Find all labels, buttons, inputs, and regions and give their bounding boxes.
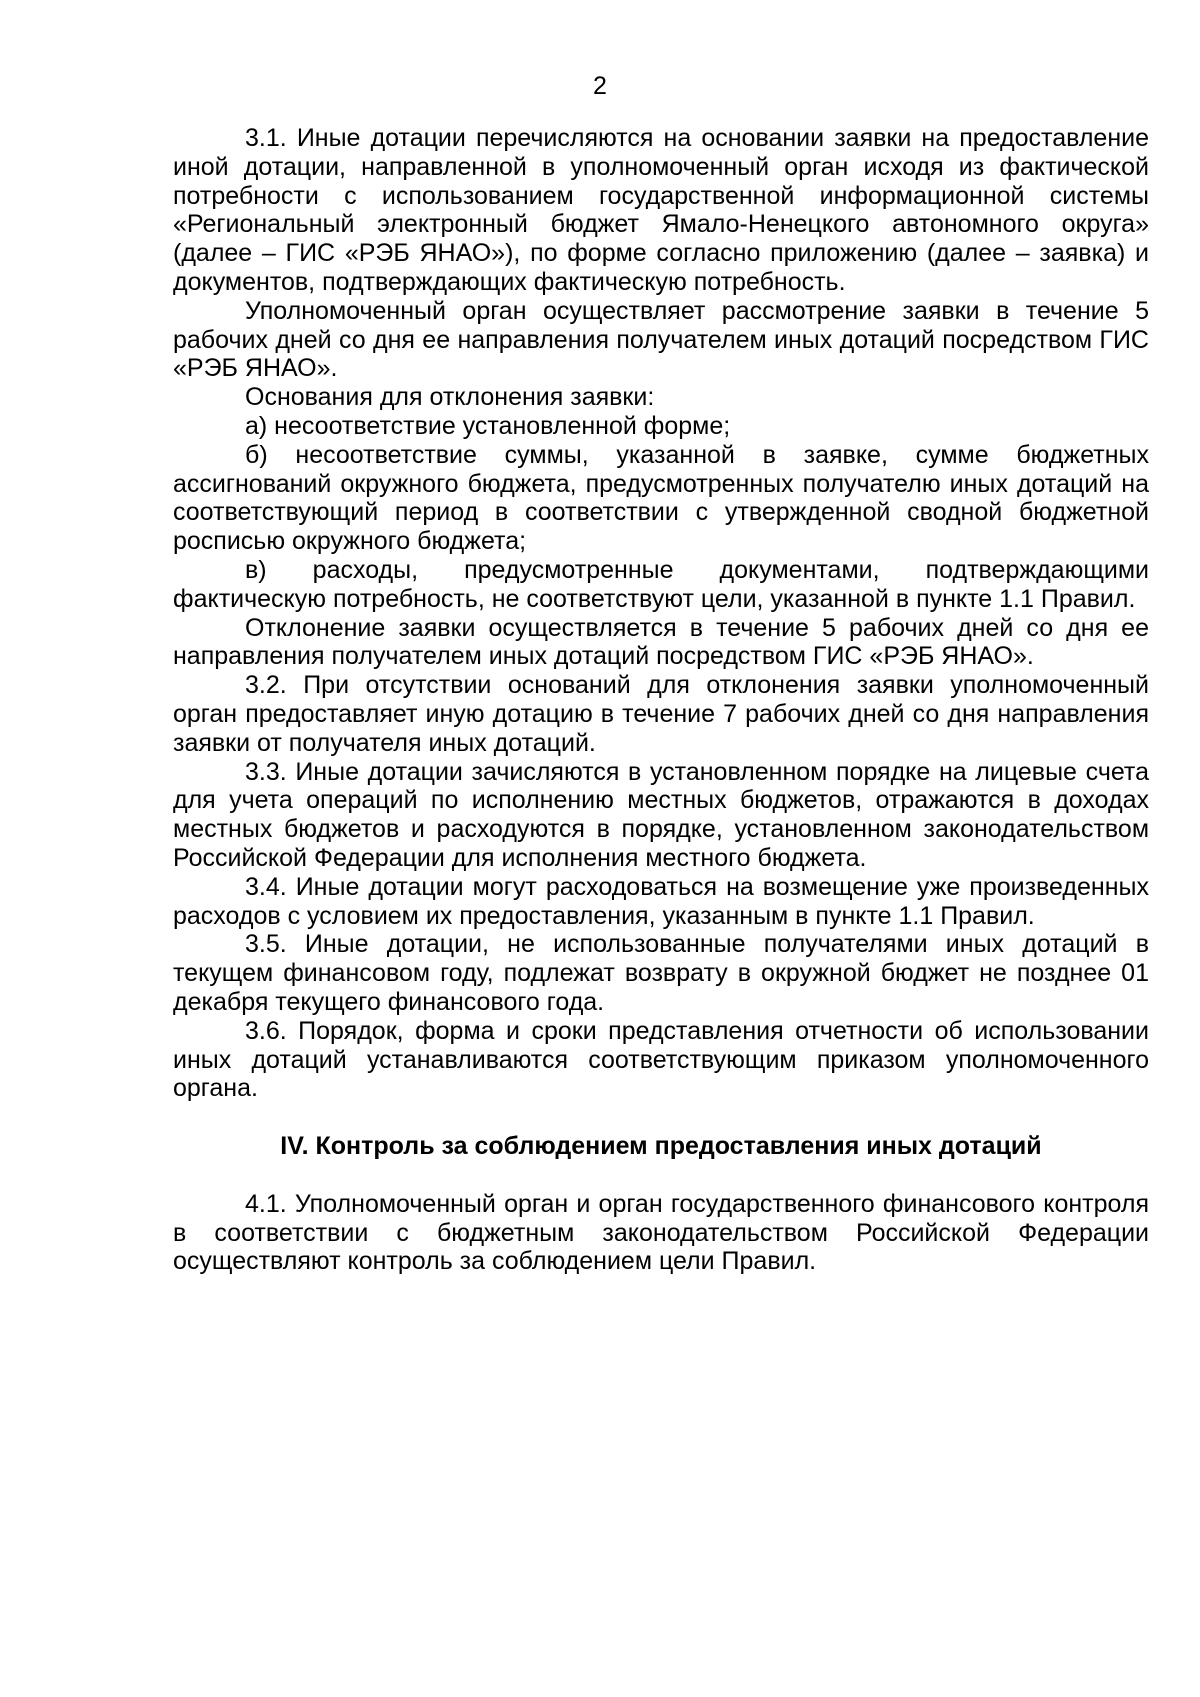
list-item-a: а) несоответствие установленной форме; — [245, 411, 731, 440]
paragraph-3-4: 3.4. Иные дотации могут расходоваться на возмещение уже произведенных расходов с условием их предоставления, указанным в пункте 1.1 Правил. — [173, 872, 1149, 930]
paragraph-rejection-term: Отклонение заявки осуществляется в течение 5 рабочих дней со дня ее направления получателем иных дотаций посредством ГИС «РЭБ ЯНАО». — [173, 613, 1149, 671]
paragraph-3-3: 3.3. Иные дотации зачисляются в установленном порядке на лицевые счета для учета операций по исполнению местных бюджетов, отражаются в доходах местных бюджетов и расходуются в порядке, установленном законодательством Российской Федерации для исполнения местного бюджета. — [173, 757, 1149, 872]
page-number: 2 — [593, 72, 607, 100]
list-item-b: б) несоответствие суммы, указанной в заявке, сумме бюджетных ассигнований окружного бюджета, предусмотренных получателю иных дотаций на соответствующий период в соответствии с утвержденной сводной бюджетной росписью окружного бюджета; — [173, 440, 1149, 556]
paragraph-rejection-grounds: Основания для отклонения заявки: — [245, 383, 655, 412]
paragraph-4-1: 4.1. Уполномоченный орган и орган государственного финансового контроля в соответствии с бюджетным законодательством Российской Федерации осуществляют контроль за соблюдением цели Правил. — [173, 1189, 1149, 1276]
paragraph-review-term: Уполномоченный орган осуществляет рассмотрение заявки в течение 5 рабочих дней со дня ее направления получателем иных дотаций посредством ГИС «РЭБ ЯНАО». — [173, 296, 1149, 383]
document-body — [173, 124, 1149, 1276]
paragraph-3-5: 3.5. Иные дотации, не использованные получателями иных дотаций в текущем финансовом году, подлежат возврату в окружной бюджет не позднее 01 декабря текущего финансового года. — [173, 930, 1149, 1016]
paragraph-3-2: 3.2. При отсутствии оснований для отклонения заявки уполномоченный орган предоставляет иную дотацию в течение 7 рабочих дней со дня направления заявки от получателя иных дотаций. — [173, 671, 1149, 757]
paragraph-3-6: 3.6. Порядок, форма и сроки представления отчетности об использовании иных дотаций устанавливаются соответствующим приказом уполномоченного органа. — [173, 1016, 1149, 1103]
section-4-heading: IV. Контроль за соблюдением предоставления иных дотаций — [280, 1132, 1042, 1161]
list-item-v: в) расходы, предусмотренные документами, подтверждающими фактическую потребность, не соответствуют цели, указанной в пункте 1.1 Правил. — [173, 555, 1149, 613]
paragraph-3-1: 3.1. Иные дотации перечисляются на основании заявки на предоставление иной дотации, направленной в уполномоченный орган исходя из фактической потребности с использованием государственной информационной системы «Региональный электронный бюджет Ямало-Ненецкого автономного округа» (далее – ГИС «РЭБ ЯНАО»), по форме согласно приложению (далее – заявка) и документов, подтверждающих фактическую потребность. — [173, 124, 1149, 296]
